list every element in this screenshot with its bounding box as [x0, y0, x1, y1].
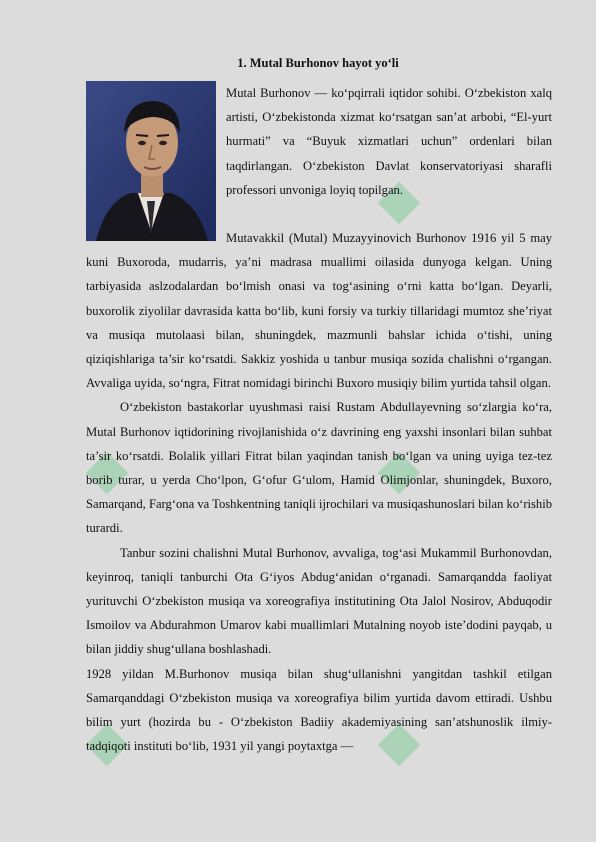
paragraph-2: O‘zbekiston bastakorlar uyushmasi raisi Rustam Abdullayevning so‘zlargia ko‘ra, Mutal Burhonov iqtidorining rivojlanishida o‘z davrining eng yaxshi insonlari bilan suhbat ta’sir ko‘rsatdi. Bolalik yillari Fitrat bilan yaqindan tanish bo‘lgan va uning uyiga tez-tez borib turar, u yerda Cho‘lpon, G‘ofur G‘ulom, Hamid Olimjonlar, shuningdek, Buxoro, Samarqand, Farg‘ona va Toshkentning taniqli ijrochilari va musiqashunoslari bilan ko‘rishib turardi.	[86, 400, 552, 536]
portrait-photo	[86, 81, 216, 241]
document-title: 1. Mutal Burhonov hayot yo‘li	[237, 56, 399, 70]
paragraph-1: Mutavakkil (Mutal) Muzayyinovich Burhonov 1916 yil 5 may kuni Buxoroda, mudarris, ya’ni madrasa muallimi oilasida dunyoga kelgan. Uning tarbiyasida aslzodalardan bo‘lmish onasi va tog‘asining o‘rni katta bo‘lgan. Deyarli, buxorolik ziyolilar davrasida katta bo‘lib, kuni forsiy va turkiy tillaridagi mumtoz she’riyat va musiqa mutolaasi bilan, shuningdek, mazmunli bahslar ichida o‘tishi, uning qiziqishlariga ta’sir ko‘rsatdi. Sakkiz yoshida u tanbur musiqa sozida chalishni o‘rgangan. Avvaliga uyida, so‘ngra, Fitrat nomidagi birinchi Buxoro musiqiy bilim yurtida tahsil olgan.	[86, 231, 552, 391]
intro-block	[226, 81, 552, 202]
paragraph-3: Tanbur sozini chalishni Mutal Burhonov, avvaliga, tog‘asi Mukammil Burhonovdan, keyinroq, taniqli tanburchi Ota G‘iyos Abdug‘anidan o‘rganadi. Samarqandda faoliyat yurituvchi O‘zbekiston musiqa va xoreografiya institutining Ota Jalol Nosirov, Abduqodir Ismoilov va Abdurahmon Umarov kabi muallimlari Mutalning noyob iste’dodini payqab, u bilan jiddiy shug‘ullana boshlashadi.	[86, 545, 552, 657]
intro-paragraph: Mutal Burhonov — ko‘pqirrali iqtidor sohibi. O‘zbekiston xalq artisti, O‘zbekistonda xizmat ko‘rsatgan san’at arbobi, “El-yurt hurmati” va “Buyuk xizmatlari uchun” ordenlari bilan taqdirlangan. O‘zbekiston Davlat konservatoriyasi sharafli professori unvoniga loyiq topilgan.	[226, 86, 552, 197]
paragraph-4: 1928 yildan M.Burhonov musiqa bilan shug‘ullanishni yangitdan tashkil etilgan Samarqanddagi O‘zbekiston musiqa va xoreografiya bilim yurtida davom ettiradi. Ushbu bilim yurt (hozirda bu - O‘zbekiston Badiiy akademiyasining san’atshunoslik ilmiy-tadqiqoti instituti bo‘lib, 1931 yil yangi poytaxtga —	[86, 666, 552, 754]
body-text	[86, 226, 552, 758]
